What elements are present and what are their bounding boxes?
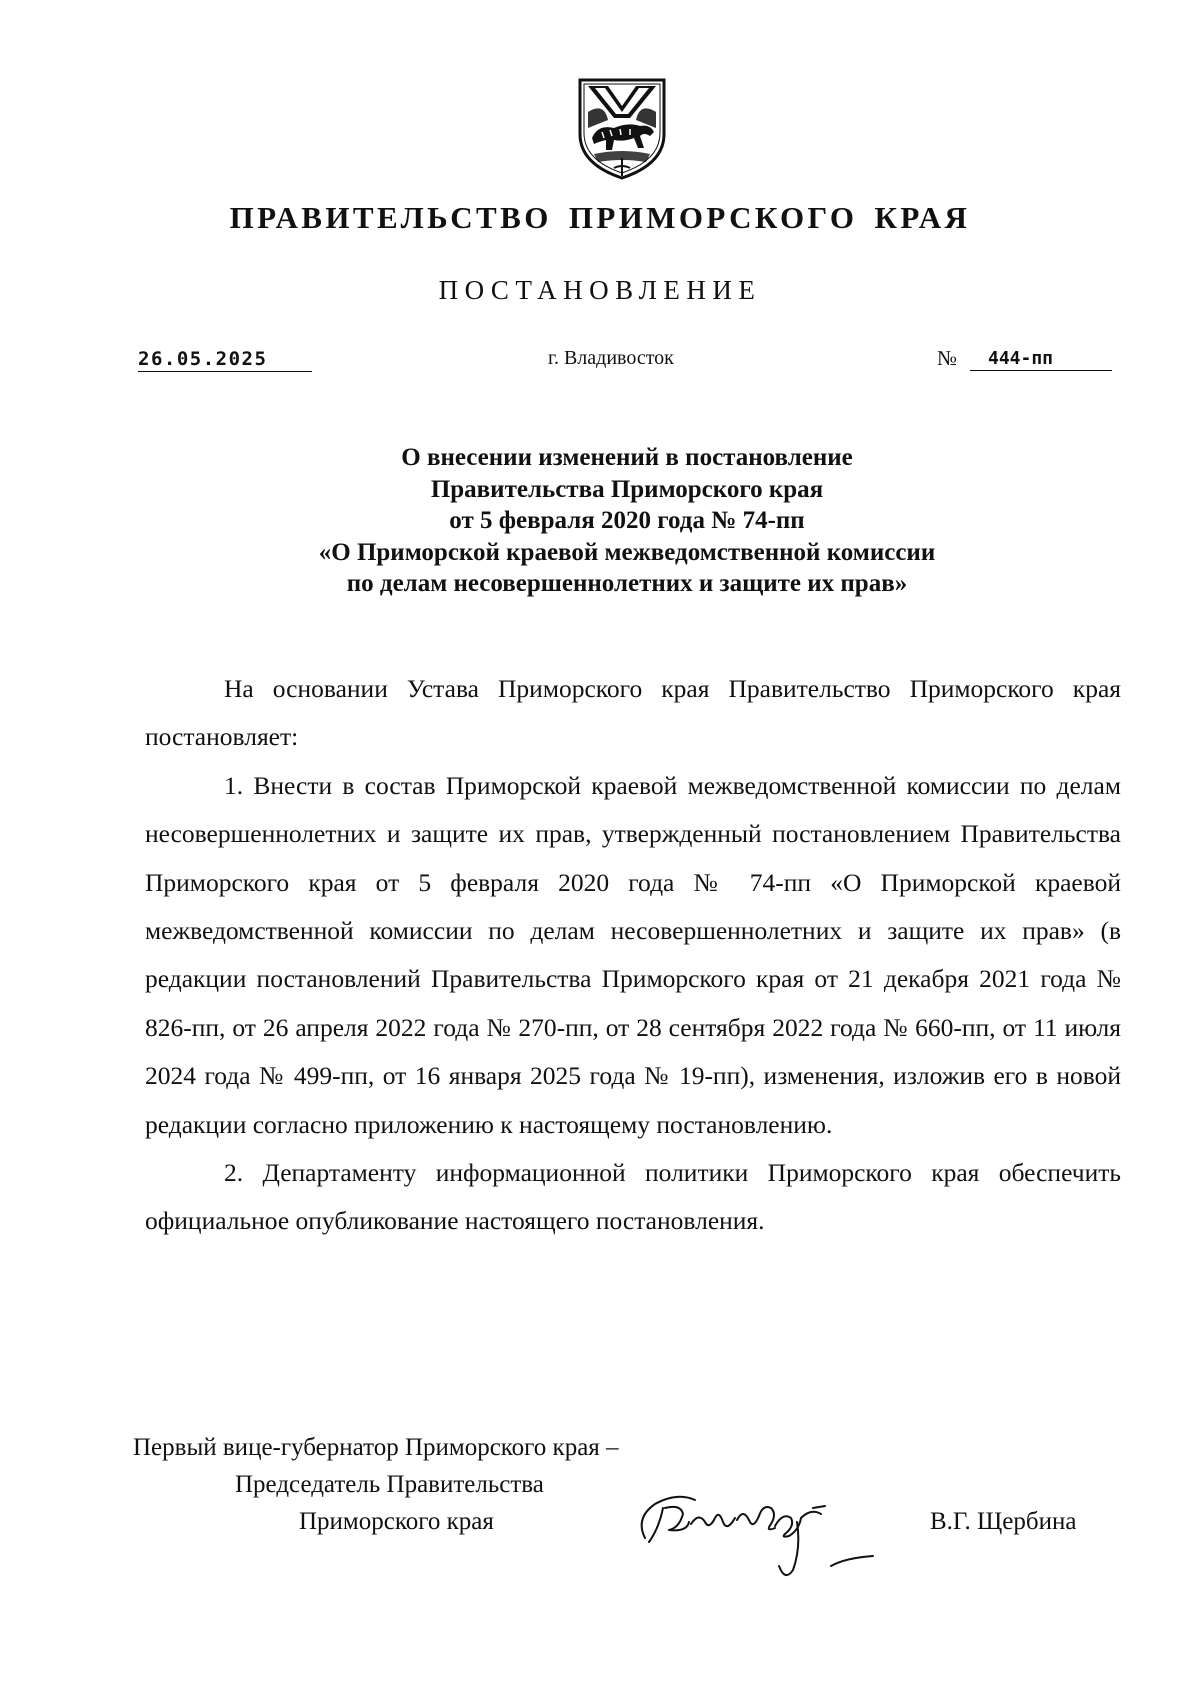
- document-city: г. Владивосток: [548, 347, 674, 369]
- signer-position-line: Приморского края: [299, 1508, 494, 1535]
- subject-line: О внесении изменений в постановление: [401, 444, 853, 471]
- document-number: 444-пп: [970, 348, 1112, 371]
- document-body: [145, 665, 1121, 1246]
- body-paragraph: 1. Внести в состав Приморской краевой межведомственной комиссии по делам несовершеннолетних и защите их прав, утвержденный постановлением Правительства Приморского края от 5 февраля 2020 года № 74-пп «О Приморской краевой межведомственной комиссии по делам несовершеннолетних и защите их прав» (в редакции постановлений Правительства Приморского края от 21 декабря 2021 года № 826-пп, от 26 апреля 2022 года № 270-пп, от 28 сентября 2022 года № 660-пп, от 11 июля 2024 года № 499-пп, от 16 января 2025 года № 19-пп), изменения, изложив его в новой редакции согласно приложению к настоящему постановлению.: [145, 770, 1121, 1139]
- document-type: ПОСТАНОВЛЕНИЕ: [438, 275, 762, 305]
- coat-of-arms-icon: [574, 72, 670, 182]
- subject-line: Правительства Приморского края: [430, 475, 824, 503]
- signer-position-line: Первый вице-губернатор Приморского края –: [133, 1434, 619, 1461]
- subject-line: по делам несовершеннолетних и защите их прав»: [346, 570, 908, 597]
- document-subject: [0, 442, 1200, 600]
- number-sign: №: [937, 346, 958, 370]
- signer-name: В.Г. Щербина: [930, 1508, 1077, 1535]
- document-date: 26.05.2025: [138, 348, 312, 372]
- subject-line: от 5 февраля 2020 года № 74-пп: [449, 507, 805, 534]
- body-paragraph: На основании Устава Приморского края Правительство Приморского края постановляет:: [145, 674, 1121, 752]
- subject-line: «О Приморской краевой межведомственной комиссии: [318, 538, 936, 566]
- government-title: ПРАВИТЕЛЬСТВО ПРИМОРСКОГО КРАЯ: [229, 200, 971, 235]
- handwritten-signature: [625, 1478, 935, 1588]
- body-paragraph: 2. Департаменту информационной политики Приморского края обеспечить официальное опубликование настоящего постановления.: [145, 1158, 1121, 1236]
- signer-position-line: Председатель Правительства: [235, 1471, 544, 1498]
